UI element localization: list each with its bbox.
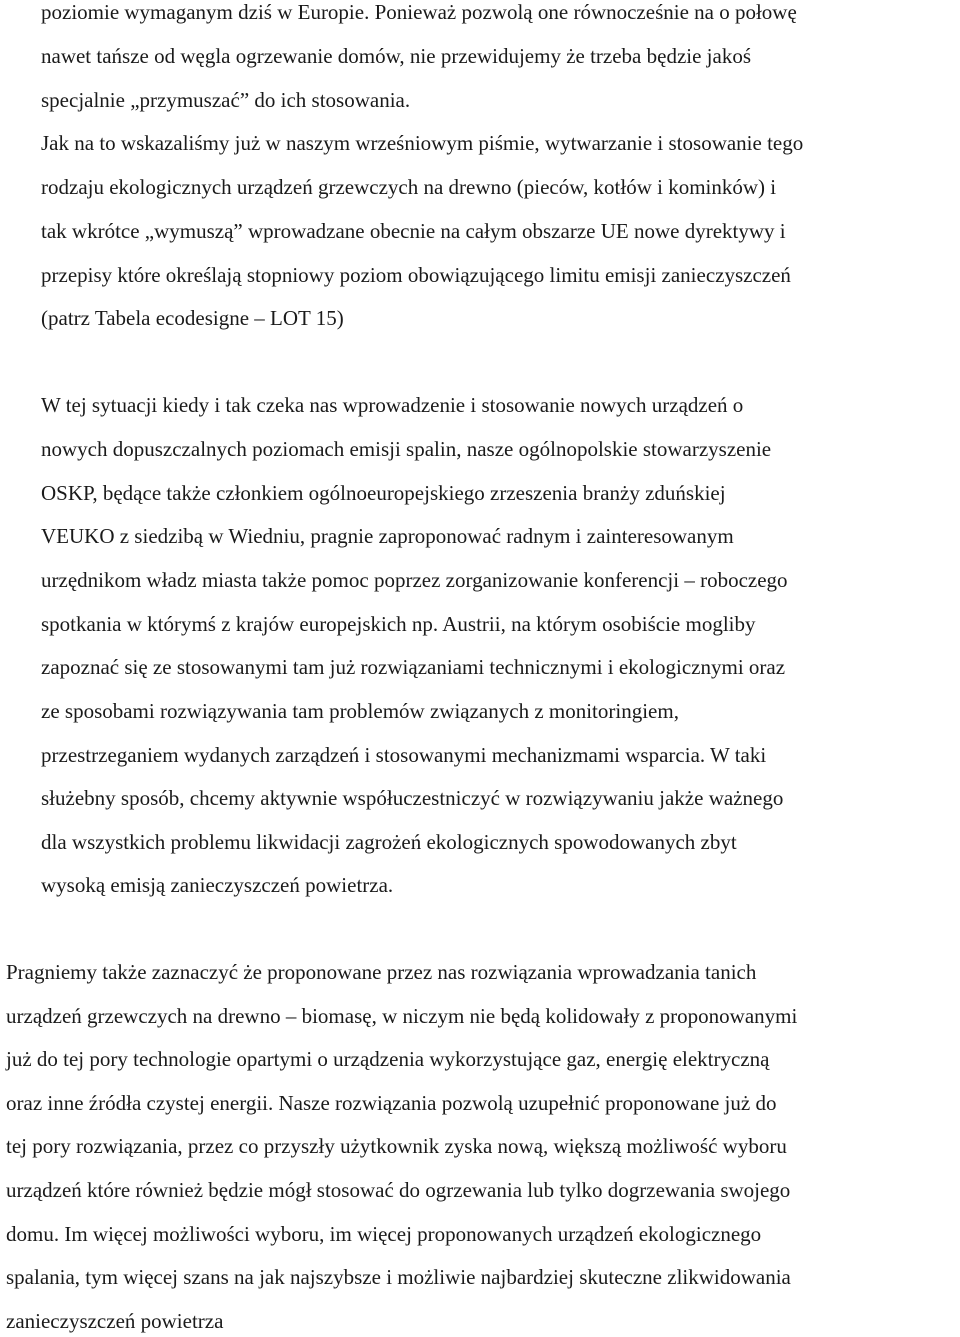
text-line: spotkania w którymś z krajów europejskich np. Austrii, na którym osobiście mogliby [41, 612, 756, 636]
text-line: zanieczyszczeń powietrza [6, 1309, 224, 1333]
text-line: już do tej pory technologie opartymi o urządzenia wykorzystujące gaz, energię elektryczną [6, 1047, 770, 1071]
text-line: (patrz Tabela ecodesigne – LOT 15) [41, 306, 344, 330]
text-line: nowych dopuszczalnych poziomach emisji spalin, nasze ogólnopolskie stowarzyszenie [41, 437, 772, 461]
text-line: tej pory rozwiązania, przez co przyszły użytkownik zyska nową, większą możliwość wyboru [6, 1134, 787, 1158]
text-line: przestrzeganiem wydanych zarządzeń i stosowanymi mechanizmami wsparcia. W taki [41, 743, 767, 767]
text-line: VEUKO z siedzibą w Wiedniu, pragnie zaproponować radnym i zainteresowanym [41, 524, 734, 548]
text-line: spalania, tym więcej szans na jak najszybsze i możliwie najbardziej skuteczne zlikwidowania [6, 1265, 791, 1289]
text-line: rodzaju ekologicznych urządzeń grzewczych na drewno (pieców, kotłów i kominków) i [41, 175, 777, 199]
text-line: wysoką emisją zanieczyszczeń powietrza. [41, 873, 394, 897]
text-line: OSKP, będące także członkiem ogólnoeuropejskiego zrzeszenia branży zduńskiej [41, 481, 726, 505]
text-line: nawet tańsze od węgla ogrzewanie domów, nie przewidujemy że trzeba będzie jakoś [41, 44, 752, 68]
text-line: służebny sposób, chcemy aktywnie współuczestniczyć w rozwiązywaniu jakże ważnego [41, 786, 784, 810]
text-line: urządzeń grzewczych na drewno – biomasę, w niczym nie będą kolidowały z proponowanymi [6, 1004, 798, 1028]
text-line: przepisy które określają stopniowy poziom obowiązującego limitu emisji zanieczyszczeń [41, 263, 791, 287]
text-line: Pragniemy także zaznaczyć że proponowane przez nas rozwiązania wprowadzania tanich [6, 960, 757, 984]
text-line: poziomie wymaganym dziś w Europie. Ponieważ pozwolą one równocześnie na o połowę [41, 0, 797, 24]
text-line: ze sposobami rozwiązywania tam problemów związanych z monitoringiem, [41, 699, 679, 723]
text-line: oraz inne źródła czystej energii. Nasze rozwiązania pozwolą uzupełnić proponowane już do [6, 1091, 777, 1115]
text-line: urządzeń które również będzie mógł stosować do ogrzewania lub tylko dogrzewania swojego [6, 1178, 791, 1202]
text-line: dla wszystkich problemu likwidacji zagrożeń ekologicznych spowodowanych zbyt [41, 830, 737, 854]
text-line: domu. Im więcej możliwości wyboru, im więcej proponowanych urządzeń ekologicznego [6, 1222, 762, 1246]
text-line: Jak na to wskazaliśmy już w naszym wrześniowym piśmie, wytwarzanie i stosowanie tego [41, 131, 804, 155]
text-line: zapoznać się ze stosowanymi tam już rozwiązaniami technicznymi i ekologicznymi oraz [41, 655, 786, 679]
text-line: W tej sytuacji kiedy i tak czeka nas wprowadzenie i stosowanie nowych urządzeń o [41, 393, 744, 417]
text-line: specjalnie „przymuszać” do ich stosowania. [41, 88, 411, 112]
text-line: tak wkrótce „wymuszą” wprowadzane obecnie na całym obszarze UE nowe dyrektywy i [41, 219, 786, 243]
text-line: urzędnikom władz miasta także pomoc poprzez zorganizowanie konferencji – roboczego [41, 568, 788, 592]
